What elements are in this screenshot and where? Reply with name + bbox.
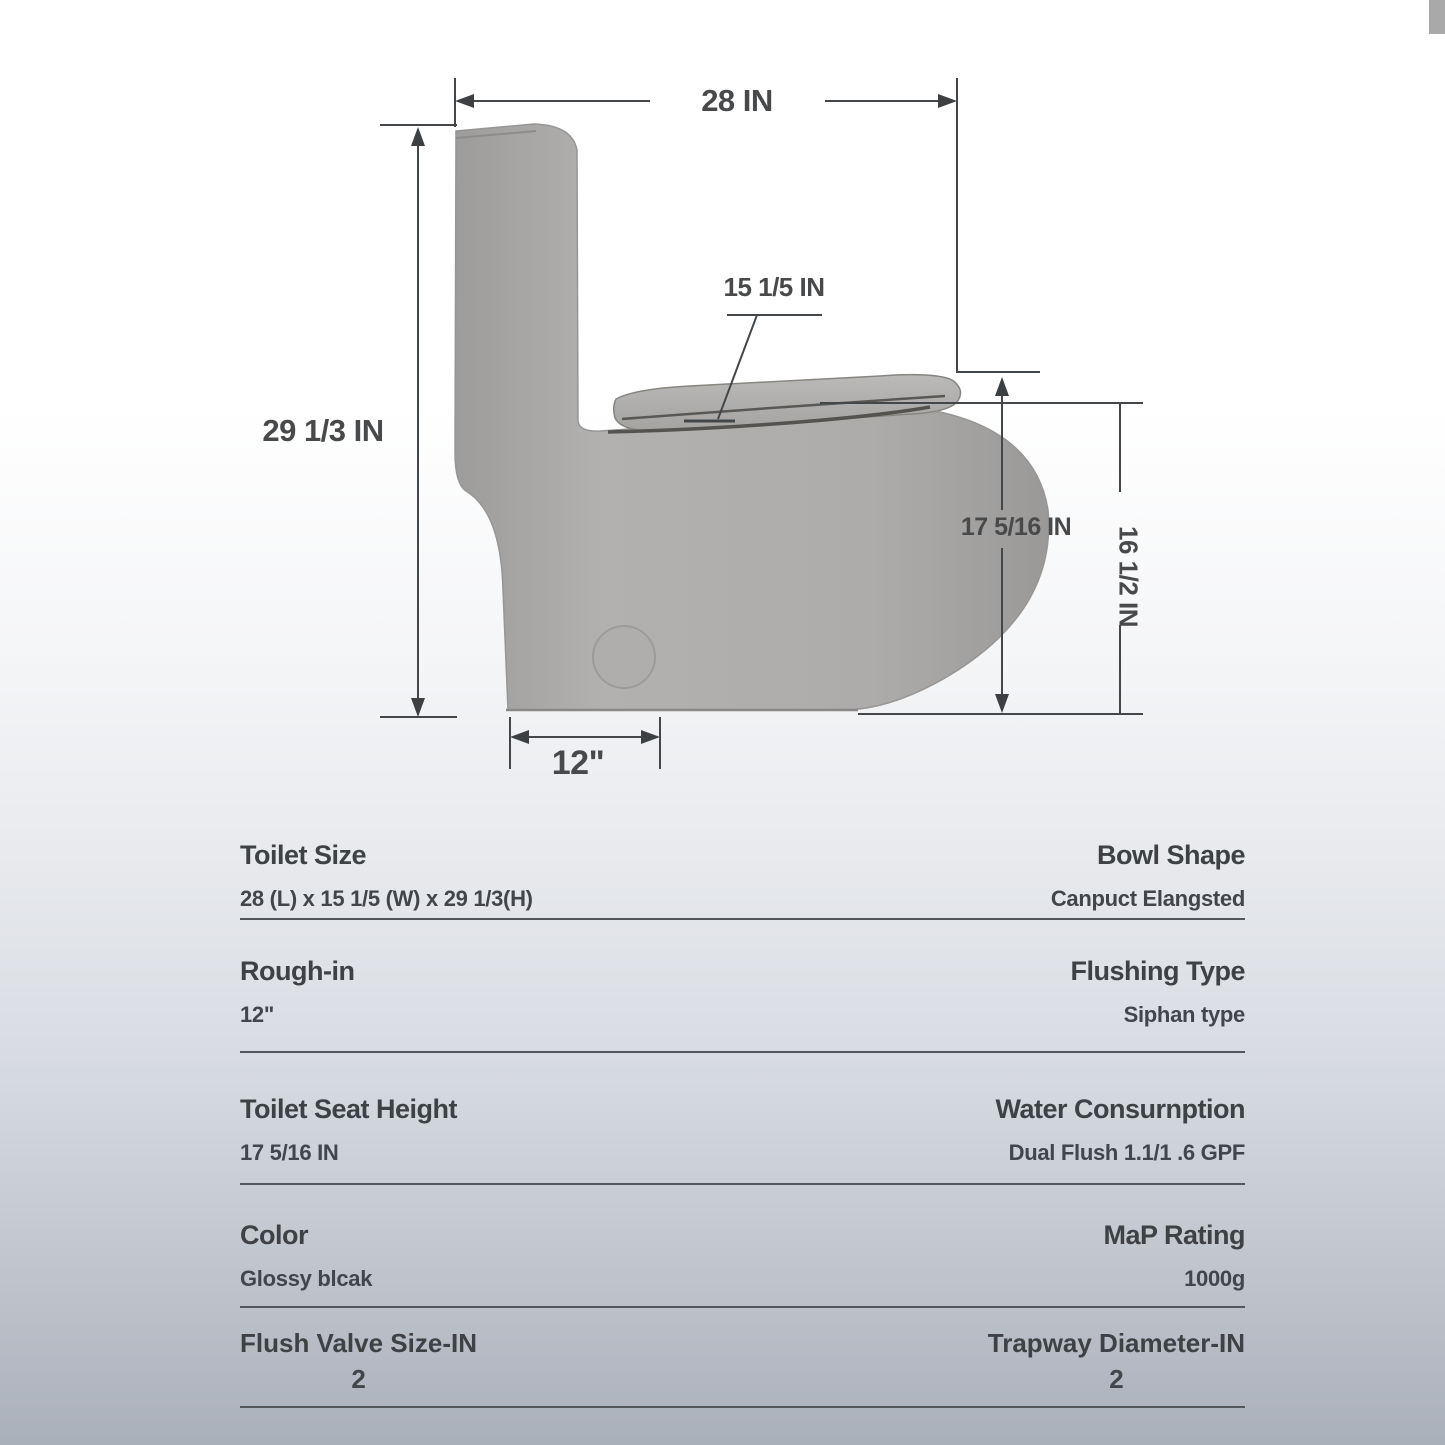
spec-value: 28 (L) x 15 1/5 (W) x 29 1/3(H) — [240, 886, 533, 911]
dim-label-height: 29 1/3 IN — [262, 413, 384, 448]
spec-value: 2 — [351, 1364, 366, 1394]
spec-label: Bowl Shape — [1096, 840, 1245, 870]
spec-label: Water Consurnption — [995, 1094, 1245, 1124]
spec-cell-trapway-diameter — [988, 1328, 1245, 1406]
spec-value: 17 5/16 IN — [240, 1140, 339, 1165]
dim-label-seat-height: 17 5/16 IN — [960, 513, 1072, 541]
spec-value: 1000g — [1184, 1266, 1245, 1291]
spec-value: 12" — [240, 1002, 275, 1027]
spec-cell-rough-in — [240, 956, 354, 1051]
spec-label: MaP Rating — [1103, 1220, 1245, 1250]
spec-cell-color — [240, 1220, 372, 1306]
spec-label: Toilet Size — [240, 840, 367, 870]
spec-cell-water-consumption — [996, 1094, 1245, 1183]
spec-label: Toilet Seat Height — [240, 1094, 458, 1124]
spec-value: Glossy blcak — [240, 1266, 373, 1291]
spec-label: Flushing Type — [1070, 956, 1245, 986]
spec-row-seatheight-water — [240, 1082, 1245, 1185]
spec-value: Canpuct Elangsted — [1050, 886, 1245, 911]
dim-label-rim-height: 16 1/2 IN — [1113, 526, 1144, 628]
spec-value: 2 — [1109, 1364, 1124, 1394]
flush-button — [593, 626, 655, 688]
spec-cell-map-rating — [1103, 1220, 1245, 1306]
spec-cell-bowl-shape — [1051, 840, 1245, 918]
spec-label: Trapway Diameter-IN — [987, 1328, 1245, 1358]
dim-label-rough-in: 12" — [551, 744, 605, 782]
spec-label: Color — [240, 1220, 308, 1250]
spec-cell-toilet-size — [240, 840, 533, 918]
dim-label-seat-width: 15 1/5 IN — [723, 272, 825, 302]
spec-label: Flush Valve Size-IN — [240, 1328, 477, 1358]
spec-label: Rough-in — [240, 956, 355, 986]
spec-row-valve-trapway — [240, 1312, 1245, 1408]
spec-cell-flushing-type — [1071, 956, 1246, 1051]
spec-row-color-map — [240, 1208, 1245, 1308]
spec-cell-seat-height — [240, 1094, 457, 1183]
spec-value: Siphan type — [1123, 1002, 1245, 1027]
spec-value: Dual Flush 1.1/1 .6 GPF — [1008, 1140, 1245, 1165]
spec-cell-flush-valve — [240, 1328, 477, 1406]
dim-label-width: 28 IN — [701, 83, 773, 118]
spec-row-size-shape — [240, 840, 1245, 920]
spec-row-roughin-flushing — [240, 948, 1245, 1053]
